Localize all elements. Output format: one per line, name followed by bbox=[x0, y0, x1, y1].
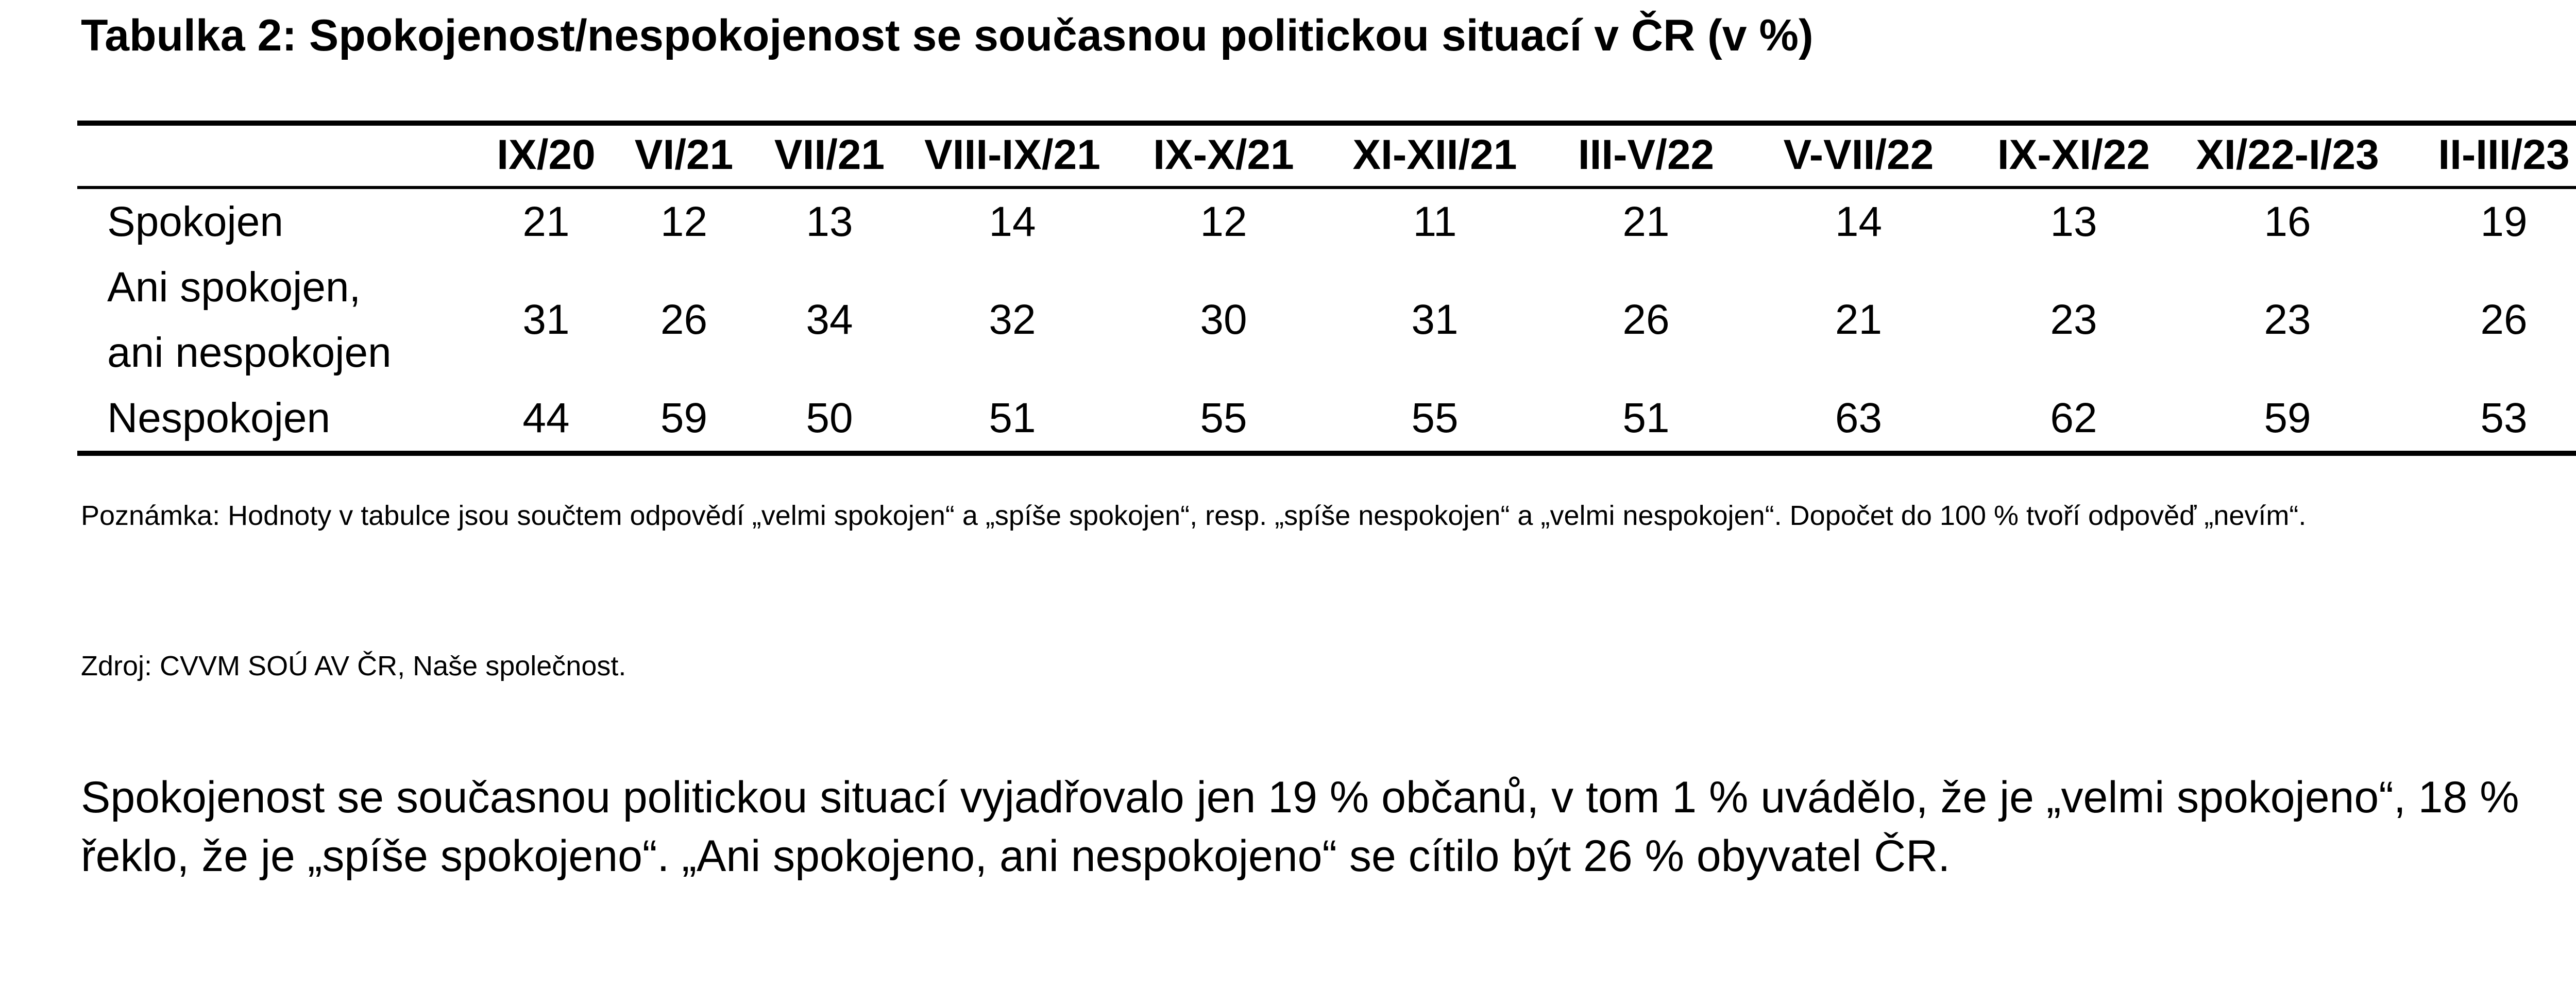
row-label bbox=[77, 385, 479, 453]
value-cell: 21 bbox=[522, 198, 570, 245]
value-cell: 53 bbox=[2480, 394, 2528, 441]
value-cell: 32 bbox=[989, 296, 1036, 344]
column-header: XI/22-I/23 bbox=[2196, 131, 2379, 178]
value-cell: 19 bbox=[2480, 198, 2528, 245]
table-title: Tabulka 2: Spokojenost/nespokojenost se současnou politickou situací v ČR (v %) bbox=[81, 11, 1814, 60]
column-header: V-VII/22 bbox=[1783, 131, 1934, 178]
column-header: IX-X/21 bbox=[1153, 131, 1294, 178]
value-cell: 59 bbox=[2264, 394, 2311, 441]
value-cell: 26 bbox=[660, 296, 708, 344]
table-body bbox=[77, 187, 2576, 453]
header-corner-cell bbox=[77, 123, 479, 187]
row-label bbox=[77, 187, 479, 254]
value-cell: 30 bbox=[1200, 296, 1247, 344]
column-header: III-V/22 bbox=[1578, 131, 1715, 178]
value-cell: 62 bbox=[2050, 394, 2097, 441]
column-header: VII/21 bbox=[774, 131, 885, 178]
survey-table-container bbox=[77, 121, 2576, 456]
value-cell: 55 bbox=[1411, 394, 1459, 441]
value-cell: 21 bbox=[1622, 198, 1670, 245]
value-cell: 55 bbox=[1200, 394, 1247, 441]
value-cell: 13 bbox=[806, 198, 853, 245]
value-cell: 11 bbox=[1413, 198, 1457, 245]
row-label bbox=[77, 254, 479, 385]
table-row bbox=[77, 385, 2576, 453]
table-row bbox=[77, 254, 2576, 385]
value-cell: 23 bbox=[2050, 296, 2097, 344]
value-cell: 59 bbox=[660, 394, 708, 441]
value-cell: 13 bbox=[2050, 198, 2097, 245]
value-cell: 44 bbox=[522, 394, 570, 441]
value-cell: 16 bbox=[2264, 198, 2311, 245]
column-header: VI/21 bbox=[634, 131, 734, 178]
body-paragraph: Spokojenost se současnou politickou situací vyjadřovalo jen 19 % občanů, v tom 1 % uvádělo, že je „velmi spokojeno“, 18 % řeklo, že je „spíše spokojeno“. „Ani spokojeno, ani nespokojeno“ se cítilo být 26 % obyvatel ČR. bbox=[81, 773, 2519, 881]
value-cell: 26 bbox=[2480, 296, 2528, 344]
column-header: XI-XII/21 bbox=[1352, 131, 1517, 178]
value-cell: 21 bbox=[1835, 296, 1883, 344]
row-label-line: Spokojen bbox=[107, 198, 283, 245]
value-cell: 26 bbox=[1622, 296, 1670, 344]
value-cell: 23 bbox=[2264, 296, 2311, 344]
value-cell: 12 bbox=[1200, 198, 1247, 245]
table-source: Zdroj: CVVM SOÚ AV ČR, Naše společnost. bbox=[81, 651, 626, 681]
table-header-row bbox=[77, 123, 2576, 187]
column-header: II-III/23 bbox=[2438, 131, 2570, 178]
value-cell: 50 bbox=[806, 394, 853, 441]
value-cell: 51 bbox=[1622, 394, 1670, 441]
column-header: VIII-IX/21 bbox=[924, 131, 1100, 178]
table-note: Poznámka: Hodnoty v tabulce jsou součtem odpovědí „velmi spokojen“ a „spíše spokojen“, resp. „spíše nespokojen“ a „velmi nespokojen“. Dopočet do 100 % tvoří odpověď „nevím“. bbox=[81, 500, 2307, 531]
column-header: IX/20 bbox=[497, 131, 596, 178]
survey-table bbox=[77, 121, 2576, 456]
row-label-line: Nespokojen bbox=[107, 394, 331, 441]
column-header: IX-XI/22 bbox=[1997, 131, 2150, 178]
row-label-line: ani nespokojen bbox=[107, 329, 392, 376]
value-cell: 31 bbox=[1411, 296, 1459, 344]
value-cell: 12 bbox=[660, 198, 708, 245]
row-label-line: Ani spokojen, bbox=[107, 263, 361, 311]
value-cell: 14 bbox=[1835, 198, 1883, 245]
value-cell: 34 bbox=[806, 296, 853, 344]
value-cell: 31 bbox=[522, 296, 570, 344]
value-cell: 63 bbox=[1835, 394, 1883, 441]
value-cell: 51 bbox=[989, 394, 1036, 441]
table-row bbox=[77, 187, 2576, 254]
value-cell: 14 bbox=[989, 198, 1036, 245]
